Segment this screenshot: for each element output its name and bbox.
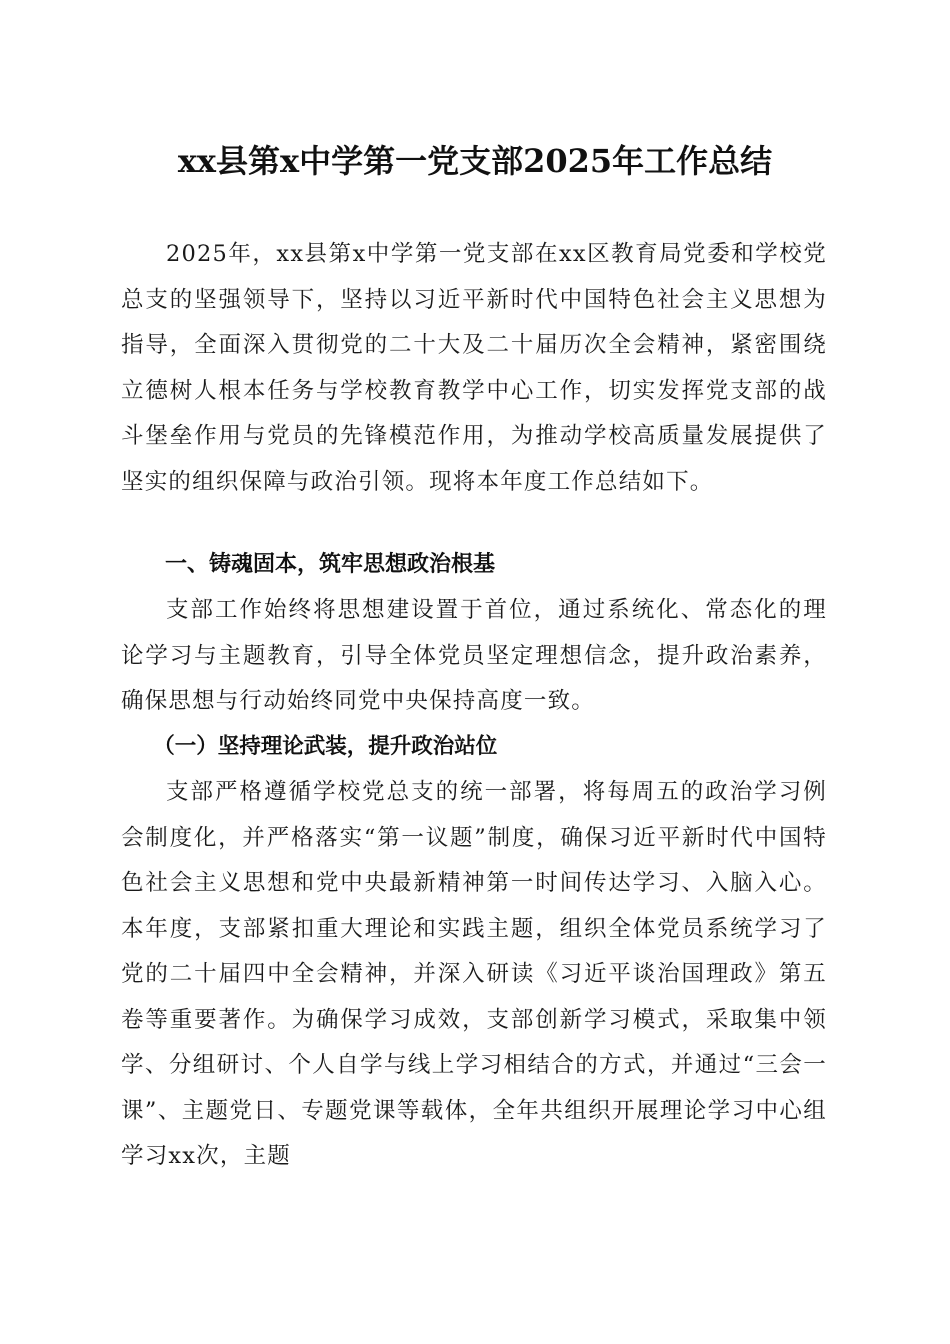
- document-title: xx县第x中学第一党支部2025年工作总结: [177, 142, 773, 180]
- section-1-paragraph: 支部工作始终将思想建设置于首位，通过系统化、常态化的理论学习与主题教育，引导全体党员坚定理想信念，提升政治素养，确保思想与行动始终同党中央保持高度一致。: [121, 597, 827, 714]
- subsection-1-paragraph: 支部严格遵循学校党总支的统一部署，将每周五的政治学习例会制度化，并严格落实“第一议题”制度，确保习近平新时代中国特色社会主义思想和党中央最新精神第一时间传达学习、入脑入心。本年度，支部紧扣重大理论和实践主题，组织全体党员系统学习了党的二十届四中全会精神，并深入研读《习近平谈治国理政》第五卷等重要著作。为确保学习成效，支部创新学习模式，采取集中领学、分组研讨、个人自学与线上学习相结合的方式，并通过“三会一课”、主题党日、专题党课等载体，全年共组织开展理论学习中心组学习xx次，主题: [121, 779, 827, 1169]
- intro-paragraph: 2025年，xx县第x中学第一党支部在xx区教育局党委和学校党总支的坚强领导下，坚持以习近平新时代中国特色社会主义思想为指导，全面深入贯彻党的二十大及二十届历次全会精神，紧密围绕立德树人根本任务与学校教育教学中心工作，切实发挥党支部的战斗堡垒作用与党员的先锋模范作用，为推动学校高质量发展提供了坚实的组织保障与政治引领。现将本年度工作总结如下。: [121, 241, 827, 495]
- subsection-1-heading: （一）坚持理论武装，提升政治站位: [153, 734, 498, 759]
- section-1-heading: 一、铸魂固本，筑牢思想政治根基: [165, 552, 496, 577]
